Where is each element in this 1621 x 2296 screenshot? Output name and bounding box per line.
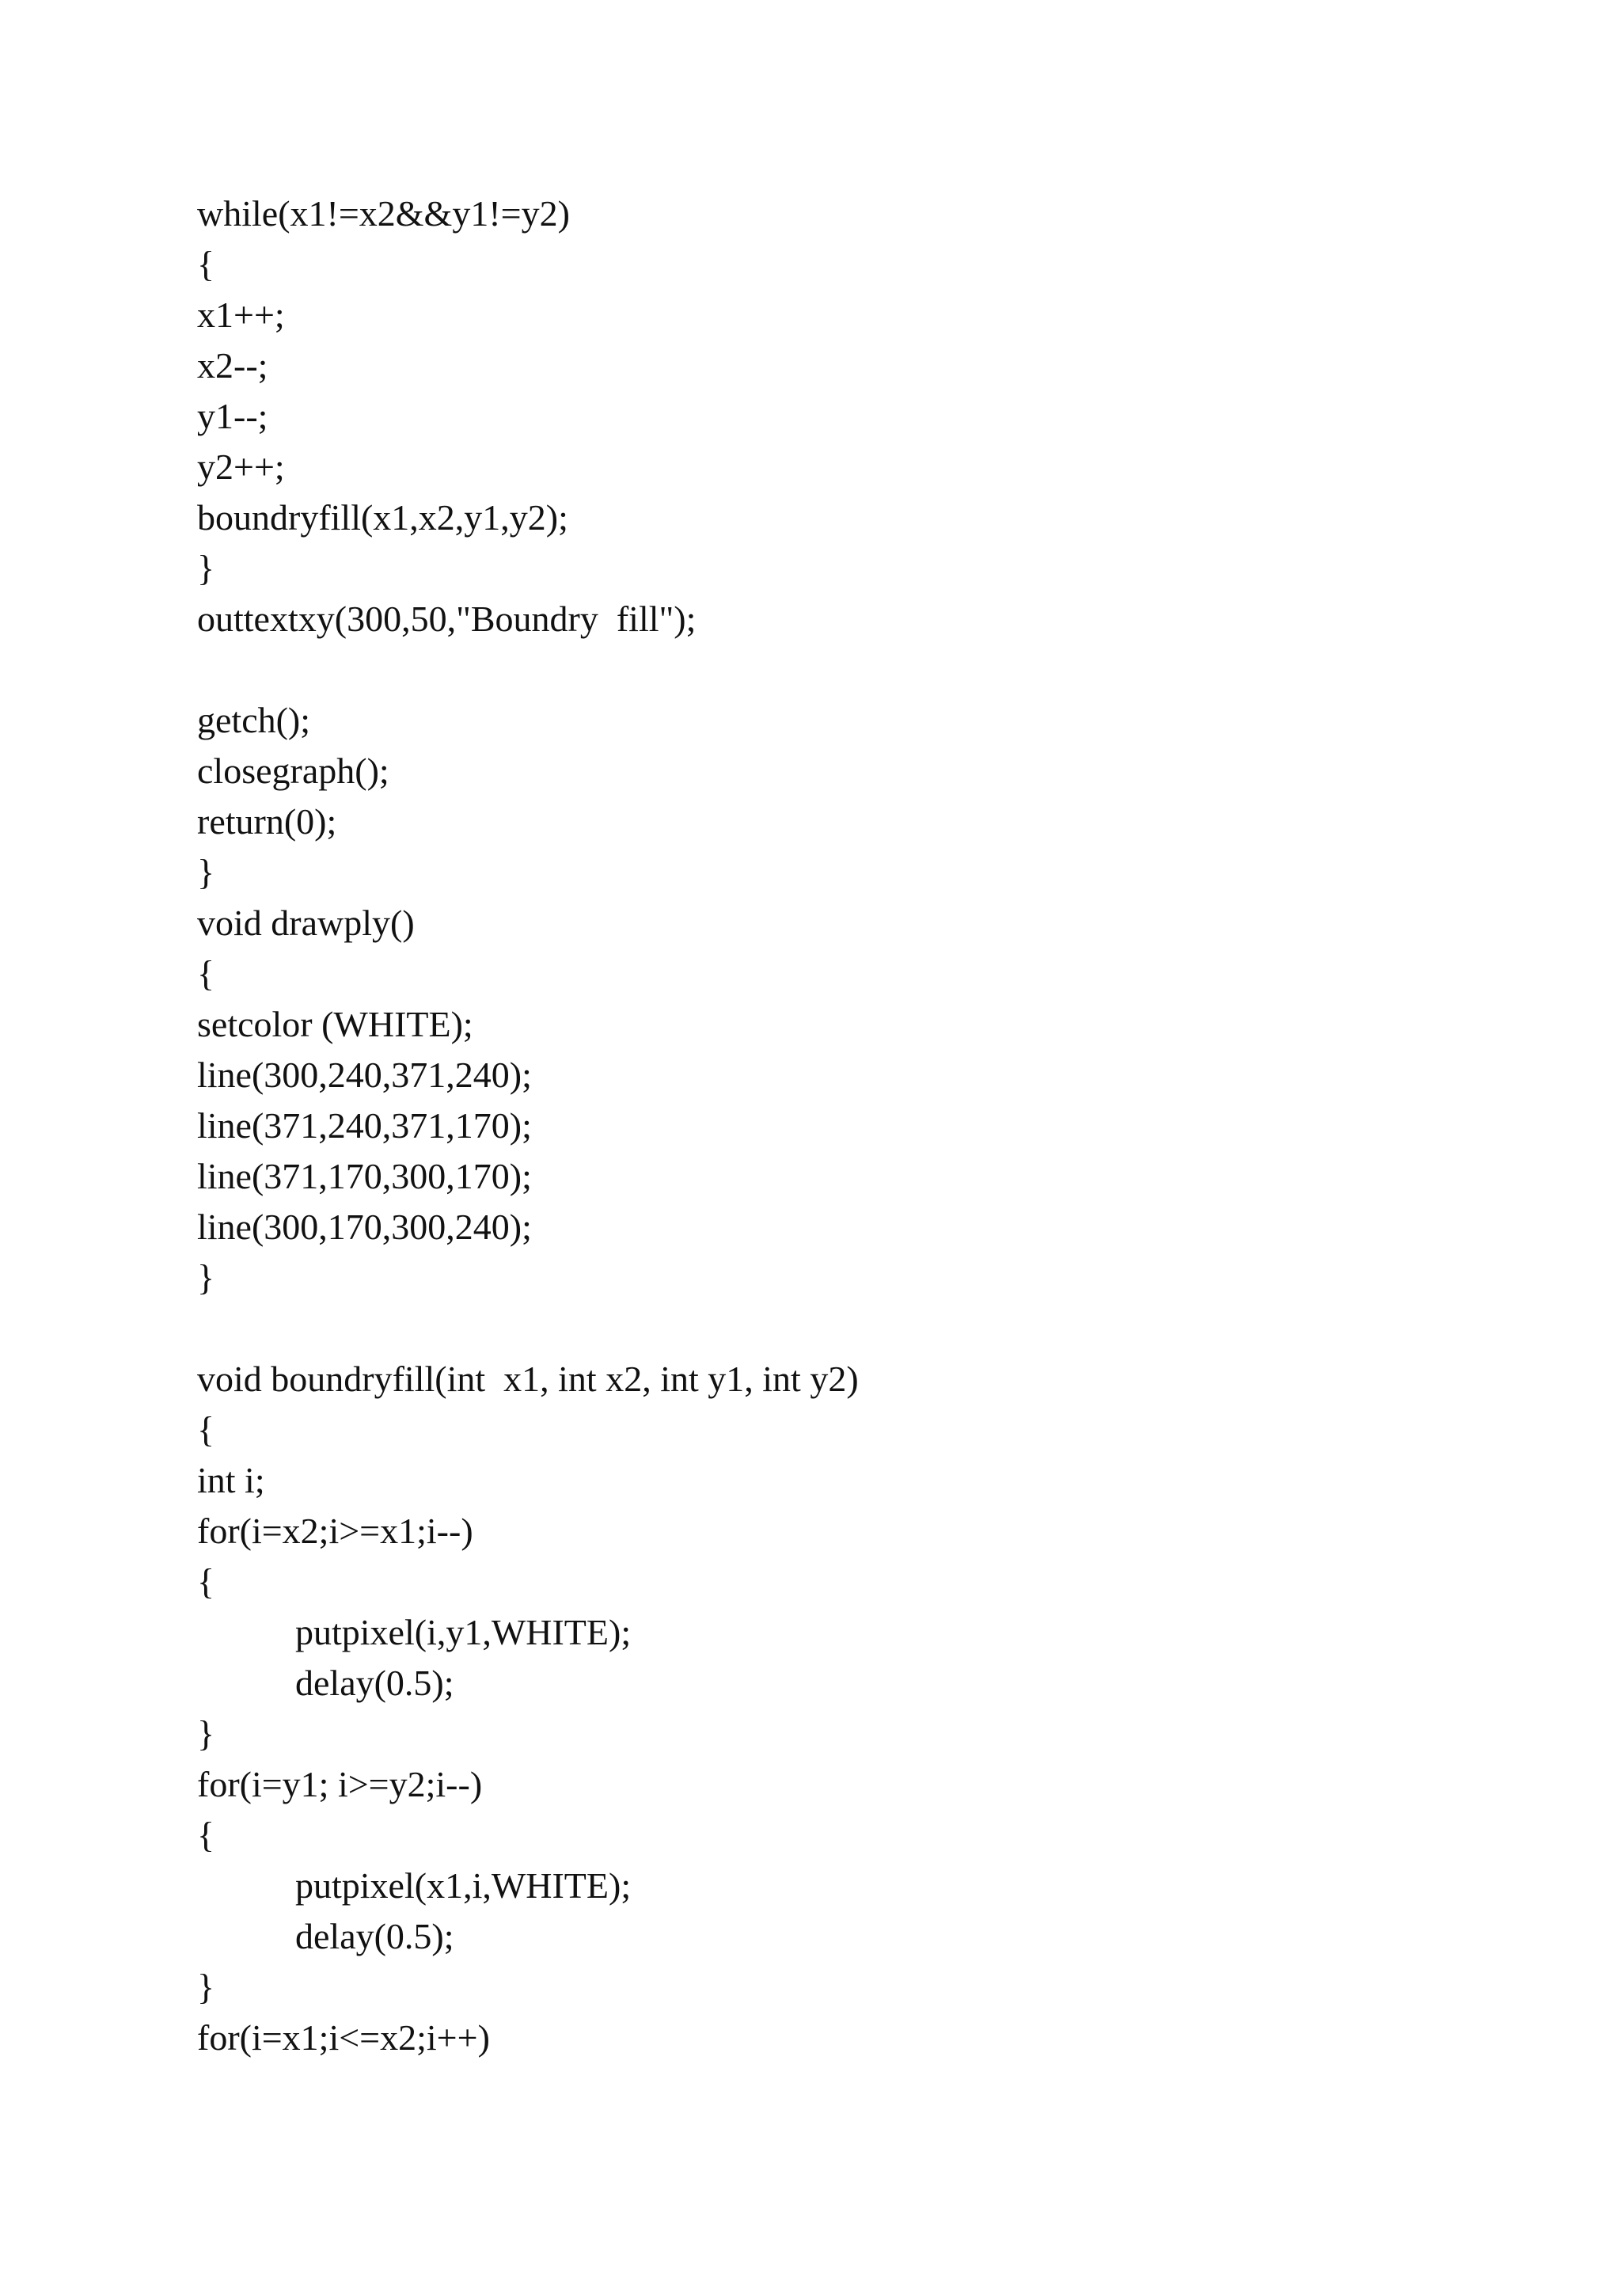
code-line: return(0); [197,801,337,842]
blank-line [197,644,859,695]
code-line: closegraph(); [197,751,389,791]
code-line: { [197,244,215,284]
code-line: { [197,1815,215,1855]
code-line: void boundryfill(int x1, int x2, int y1, int y2) [197,1359,859,1399]
code-line: } [197,852,215,892]
code-line: for(i=x2;i>=x1;i--) [197,1511,473,1551]
code-line: } [197,1967,215,2007]
code-line: delay(0.5); [295,1663,454,1703]
code-line: outtextxy(300,50,"Boundry fill"); [197,599,697,639]
code-line: for(i=y1; i>=y2;i--) [197,1764,483,1804]
code-line: y1--; [197,396,268,436]
code-line: getch(); [197,700,311,740]
code-line: setcolor (WHITE); [197,1004,473,1044]
code-line: delay(0.5); [295,1916,454,1956]
code-line: for(i=x1;i<=x2;i++) [197,2017,490,2058]
blank-line [197,1303,859,1354]
code-line: void drawply() [197,903,415,943]
code-line: line(371,170,300,170); [197,1156,532,1196]
code-line: { [197,1561,215,1602]
code-line: boundryfill(x1,x2,y1,y2); [197,497,568,538]
code-line: while(x1!=x2&&y1!=y2) [197,193,570,234]
code-line: line(371,240,371,170); [197,1105,532,1146]
code-line: } [197,548,215,588]
code-line: int i; [197,1460,265,1500]
code-line: putpixel(x1,i,WHITE); [295,1865,632,1906]
code-line: line(300,170,300,240); [197,1207,532,1247]
code-line: putpixel(i,y1,WHITE); [295,1612,632,1652]
code-line: y2++; [197,447,285,487]
code-line: line(300,240,371,240); [197,1055,532,1095]
code-line: } [197,1257,215,1298]
code-line: } [197,1713,215,1754]
code-listing [197,188,859,2063]
code-line: { [197,953,215,994]
code-line: { [197,1409,215,1450]
code-line: x1++; [197,295,285,335]
code-line: x2--; [197,345,268,386]
